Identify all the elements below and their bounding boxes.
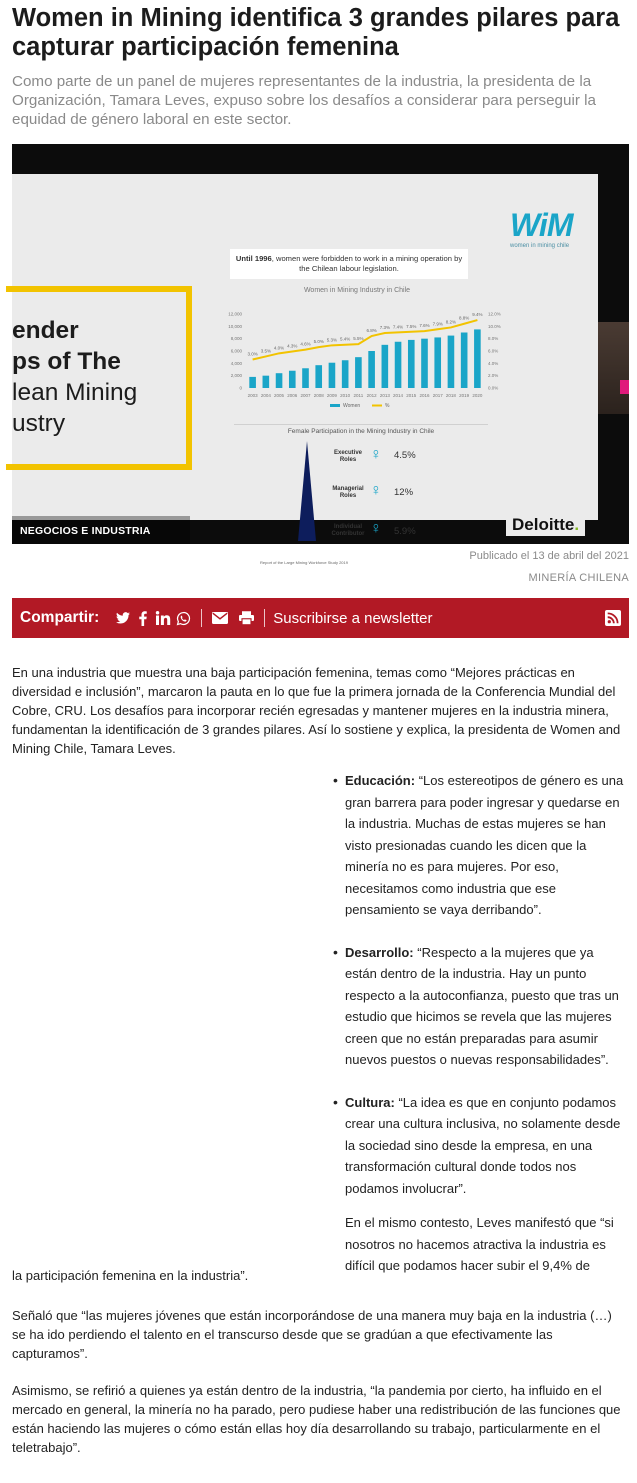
role-label: Individual Contributor <box>331 524 365 537</box>
chart-x-tick: 2020 <box>472 393 483 398</box>
share-label: Compartir: <box>20 609 100 626</box>
slide-title-line: ustry <box>12 410 66 437</box>
chart-bar <box>474 329 481 388</box>
chart-bar <box>421 339 428 388</box>
share-divider <box>201 609 202 627</box>
chart-data-label: 8.2% <box>445 319 457 325</box>
body-paragraph: Señaló que “las mujeres jóvenes que están incorporándose de una manera muy baja en la industria (…) se ha ido perdiendo el talento en el transcurso desde que se gradúan a que efectivamente las capturamos”. <box>12 1308 612 1361</box>
chart-x-tick: 2019 <box>459 393 470 398</box>
chart-data-label: 5.3% <box>326 337 338 343</box>
chart-bar <box>355 357 362 388</box>
chart-data-label: 4.3% <box>287 343 298 349</box>
role-value: 4.5% <box>394 450 416 461</box>
article-subtitle: Como parte de un panel de mujeres representantes de la industria, la presidenta de la Organización, Tamara Leves, expuso sobre los desafíos a considerar para perseguir la equidad de género laboral en este sector. <box>12 73 596 128</box>
chart-x-tick: 2017 <box>432 393 443 398</box>
chart-data-label: 7.5% <box>406 323 417 329</box>
pillar-term: Educación: <box>345 773 416 788</box>
article-source[interactable]: MINERÍA CHILENA <box>528 572 629 584</box>
linkedin-icon[interactable] <box>153 608 173 628</box>
chart-data-label: 9.4% <box>472 312 483 318</box>
role-label: Managerial Roles <box>332 486 364 499</box>
chart-bar <box>434 337 441 388</box>
participation-pyramid <box>298 441 316 541</box>
share-divider <box>264 609 265 627</box>
pillar-text: “Los estereotipos de género es una gran barrera para poder ingresar y quedarse en la industria. Muchas de estas mujeres se han visto presionadas cuando les dicen que la minería no es para mujeres. Por eso, necesitamos como industria que ese pensamiento se vaya derribando”. <box>345 773 624 917</box>
chart-bar <box>263 376 270 388</box>
chart-data-label: 5.4% <box>340 336 351 342</box>
chart-bar <box>302 368 309 388</box>
chart-y2-tick: 2.0% <box>488 373 499 379</box>
share-bar <box>12 598 629 638</box>
role-label: Executive Roles <box>333 450 363 463</box>
chart-x-tick: 2003 <box>247 393 258 398</box>
deloitte-dot: . <box>574 515 580 534</box>
chart-data-label: 5.5% <box>353 336 364 342</box>
chart-x-tick: 2005 <box>274 393 285 398</box>
chart-y2-tick: 10.0% <box>488 323 501 329</box>
legend-pct-label: % <box>385 403 390 409</box>
chart-data-label: 8.8% <box>459 315 470 321</box>
slide-title-line: ps of The <box>12 348 121 375</box>
person-icon: ♀ <box>370 520 382 537</box>
chart-bar <box>448 336 455 388</box>
chart-x-tick: 2013 <box>379 393 390 398</box>
video-participant-thumbnail <box>598 322 629 414</box>
chart-y-tick: 4,000 <box>230 360 242 366</box>
chart-y2-tick: 12.0% <box>488 311 501 317</box>
chart-y2-tick: 6.0% <box>488 348 499 354</box>
chart-x-tick: 2014 <box>393 393 404 398</box>
chart-note-text: , women were forbidden to work in a mining operation by the Chilean labour legislation. <box>271 254 463 273</box>
chart-x-tick: 2018 <box>445 393 456 398</box>
chart-x-tick: 2006 <box>287 393 298 398</box>
chart-x-tick: 2012 <box>366 393 377 398</box>
newsletter-link[interactable]: Suscribirse a newsletter <box>273 609 433 627</box>
chart-data-label: 7.9% <box>432 321 443 327</box>
chart-bar <box>408 340 415 388</box>
chart-y-tick: 0 <box>239 385 242 391</box>
chart-data-label: 3.0% <box>247 351 258 357</box>
legend-women-label: Women <box>343 403 361 409</box>
slide-title <box>12 315 190 439</box>
person-icon: ♀ <box>370 446 382 463</box>
print-icon[interactable] <box>236 608 256 628</box>
list-item <box>330 942 628 1071</box>
legend-women-swatch <box>330 404 340 407</box>
deloitte-wordmark: Deloitte <box>512 515 575 534</box>
list-item <box>330 770 628 921</box>
role-value: 12% <box>394 487 414 498</box>
chart-x-tick: 2004 <box>260 393 271 398</box>
chart-x-tick: 2010 <box>340 393 351 398</box>
wim-logo-mark: WiM <box>510 207 573 243</box>
body-paragraph: Asimismo, se refirió a quienes ya están dentro de la industria, “la pandemia por cierto, ha influido en el mercado en general, la minería no ha parado, pero pudiese haber una redistribución de las funciones que están haciendo las mujeres o cómo están ellas hoy día desarrollando su trabajo, particularmente en el teletrabajo”. <box>12 1383 621 1455</box>
quote-paragraph-end: la participación femenina en la industria”. <box>12 1268 249 1283</box>
chart-y-tick: 6,000 <box>230 348 242 354</box>
women-in-mining-chart <box>200 296 510 414</box>
pillar-text: “La idea es que en conjunto podamos crear una cultura inclusiva, no solamente desde la sociedad sino desde la empresa, en una transformación cultural donde todos nos podamos involucrar”. <box>345 1094 621 1196</box>
category-badge[interactable]: NEGOCIOS E INDUSTRIA <box>12 516 190 544</box>
pillar-term: Cultura: <box>345 1094 395 1110</box>
chart-y-tick: 12,000 <box>228 311 242 317</box>
role-value: 5.9% <box>394 526 416 537</box>
chart-bar <box>249 377 256 388</box>
chart-bar <box>395 342 402 388</box>
publish-date: Publicado el 13 de abril del 2021 <box>469 550 629 562</box>
email-icon[interactable] <box>210 608 230 628</box>
chart-title: Women in Mining Industry in Chile <box>303 287 411 294</box>
chart-x-tick: 2009 <box>326 393 337 398</box>
chart-note <box>230 249 468 279</box>
article-title: Women in Mining identifica 3 grandes pilares para capturar participación femenina <box>12 4 620 61</box>
intro-paragraph: En una industria que muestra una baja participación femenina, temas como “Mejores prácticas en diversidad e inclusión”, marcaron la pauta en lo que fue la primera jornada de la Conferencia Mundial del Cobre, CRU. Los desafíos para incorporar recién egresadas y mantener mujeres en la industria minera, fundamentan la identificación de 3 grandes pilares. Así lo sostiene y explica, la presidenta de Women and Mining Chile, Tamara Leves. <box>12 665 621 756</box>
pillars-list <box>330 770 628 1220</box>
chart-bar <box>382 345 389 388</box>
chart-data-label: 7.3% <box>379 324 390 330</box>
quote-paragraph-start: En el mismo contesto, Leves manifestó que “si nosotros no hacemos atractiva la industria es difícil que podamos hacer subir el 9,4% de <box>345 1215 614 1273</box>
chart-bar <box>329 363 336 388</box>
chart-y2-tick: 0.0% <box>488 385 499 391</box>
chart-y-tick: 8,000 <box>230 336 242 342</box>
list-item <box>330 1092 628 1200</box>
slide-title-line: ender <box>12 317 79 344</box>
participation-title: Female Participation in the Mining Industry in Chile <box>234 424 488 435</box>
chart-bar <box>315 365 322 388</box>
chart-bar <box>342 360 349 388</box>
chart-y2-tick: 8.0% <box>488 336 499 342</box>
chart-data-label: 7.6% <box>419 323 430 329</box>
slide-footnote: Report of the Large Mining Workforce Study 2019 <box>260 560 348 565</box>
chart-bar <box>368 351 375 388</box>
chart-data-label: 3.5% <box>260 348 271 354</box>
chart-data-label: 5.0% <box>313 339 324 345</box>
facebook-icon[interactable] <box>133 608 153 628</box>
chart-x-tick: 2016 <box>419 393 430 398</box>
whatsapp-icon[interactable] <box>173 608 193 628</box>
rss-icon[interactable] <box>605 610 621 626</box>
chart-data-label: 7.4% <box>392 324 404 330</box>
chart-x-tick: 2015 <box>406 393 417 398</box>
chart-y-tick: 2,000 <box>230 373 242 379</box>
chart-x-tick: 2007 <box>300 393 311 398</box>
pillar-term: Desarrollo: <box>345 944 414 960</box>
chart-bar <box>289 371 296 388</box>
deloitte-logo <box>506 514 585 536</box>
chart-x-tick: 2008 <box>313 393 324 398</box>
chart-line-percent <box>253 320 478 359</box>
slide-title-line: lean Mining <box>12 379 138 406</box>
twitter-icon[interactable] <box>113 608 133 628</box>
participant-accent <box>620 380 629 394</box>
chart-y2-tick: 4.0% <box>488 360 499 366</box>
wim-logo-subtitle: women in mining chile <box>510 243 570 249</box>
wim-logo <box>510 208 598 256</box>
chart-bar <box>276 373 283 388</box>
chart-y-tick: 10,000 <box>228 323 242 329</box>
chart-data-label: 6.8% <box>366 328 377 334</box>
pillar-text: “Respecto a la mujeres que ya están dentro de la industria. Hay un punto respecto a la autoconfianza, puesto que tras un estudio que hicimos se revela que las mujeres creen que no están preparadas para asumir nuevos puestos o nuevas responsabilidades”. <box>345 944 619 1067</box>
chart-data-label: 4.6% <box>300 341 311 347</box>
chart-data-label: 4.0% <box>273 345 285 351</box>
chart-x-tick: 2011 <box>353 393 364 398</box>
chart-note-bold: Until 1996 <box>235 254 272 263</box>
chart-bar <box>461 333 468 389</box>
person-icon: ♀ <box>370 482 382 499</box>
